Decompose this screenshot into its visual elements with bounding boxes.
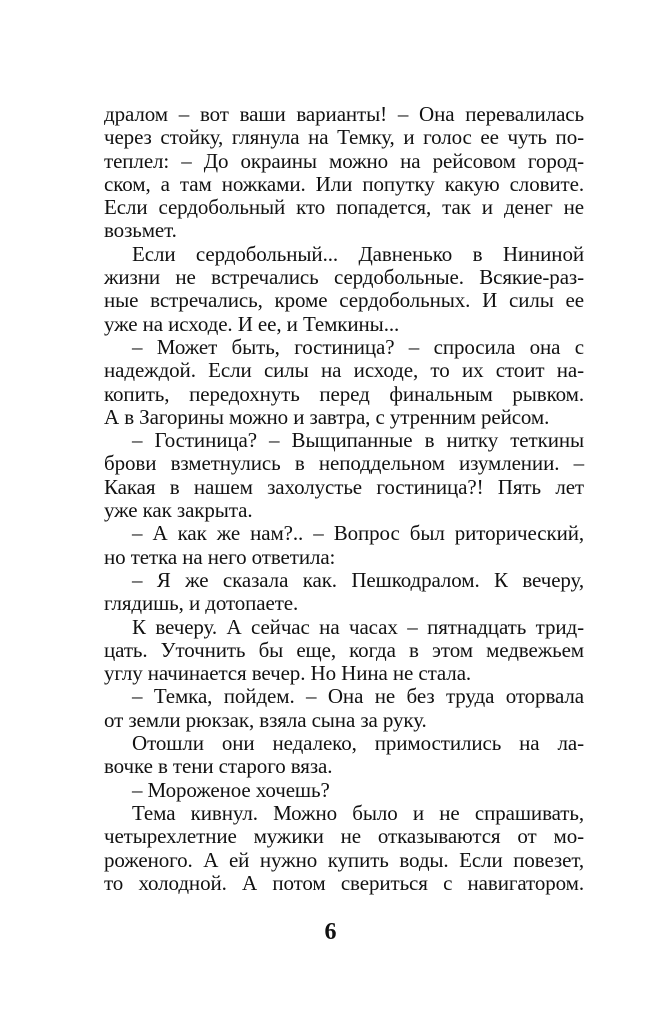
text-line: то холодной. А потом свериться с навигатором. — [104, 870, 584, 895]
text-line: уже на исходе. И ее, и Темкины... — [104, 311, 400, 336]
text-line: Отошли они недалеко, примостились на ла- — [132, 731, 584, 756]
text-line: жизни не встречались сердобольные. Всякие-раз- — [104, 265, 584, 290]
text-line: надеждой. Если силы на исходе, то их стоит на- — [104, 358, 584, 383]
text-line: – А как же нам?.. – Вопрос был риторический, — [132, 521, 584, 546]
text-line: возьмет. — [104, 218, 177, 243]
text-line: от земли рюкзак, взяла сына за руку. — [104, 707, 427, 732]
text-line: четырехлетние мужики не отказываются от мо- — [104, 824, 584, 849]
text-line: Какая в нашем захолустье гостиница?! Пять лет — [104, 474, 584, 499]
text-line: Тема кивнул. Можно было и не спрашивать, — [132, 800, 584, 825]
text-line: вочке в тени старого вяза. — [104, 754, 333, 779]
text-line: брови взметнулись в неподдельном изумлении. – — [104, 451, 584, 476]
text-line: К вечеру. А сейчас на часах – пятнадцать трид- — [132, 614, 584, 639]
text-line: ные встречались, кроме сердобольных. И силы ее — [104, 288, 584, 313]
text-line: дралом – вот ваши варианты! – Она перевалилась — [104, 102, 584, 126]
text-line: ском, а там ножками. Или попутку какую словите. — [104, 171, 584, 196]
text-line: – Мороженое хочешь? — [132, 777, 330, 802]
page-number: 6 — [324, 919, 337, 945]
text-line: цать. Уточнить бы еще, когда в этом медвежьем — [104, 637, 584, 662]
text-line: – Темка, пойдем. – Она не без труда оторвала — [132, 684, 584, 709]
text-line: Если сердобольный... Давненько в Нининой — [132, 241, 584, 266]
text-line: уже как закрыта. — [104, 498, 253, 523]
body-text — [104, 103, 584, 895]
text-line: А в Загорины можно и завтра, с утренним рейсом. — [104, 404, 550, 429]
text-line: но тетка на него ответила: — [104, 544, 336, 569]
text-line: теплел: – До окраины можно на рейсовом город- — [104, 148, 584, 173]
text-line: – Гостиница? – Выщипанные в нитку теткины — [132, 428, 584, 453]
text-line: углу начинается вечер. Но Нина не стала. — [104, 661, 472, 686]
text-line: роженого. А ей нужно купить воды. Если повезет, — [104, 847, 584, 872]
text-line: копить, передохнуть перед финальным рывком. — [104, 381, 584, 406]
text-line: глядишь, и дотопаете. — [104, 591, 299, 616]
text-line: Если сердобольный кто попадется, так и денег не — [104, 195, 584, 220]
text-line: – Может быть, гостиница? – спросила она с — [132, 334, 584, 359]
text-line: через стойку, глянула на Темку, и голос ее чуть по- — [104, 125, 584, 150]
text-line: – Я же сказала как. Пешкодралом. К вечеру, — [132, 567, 584, 592]
